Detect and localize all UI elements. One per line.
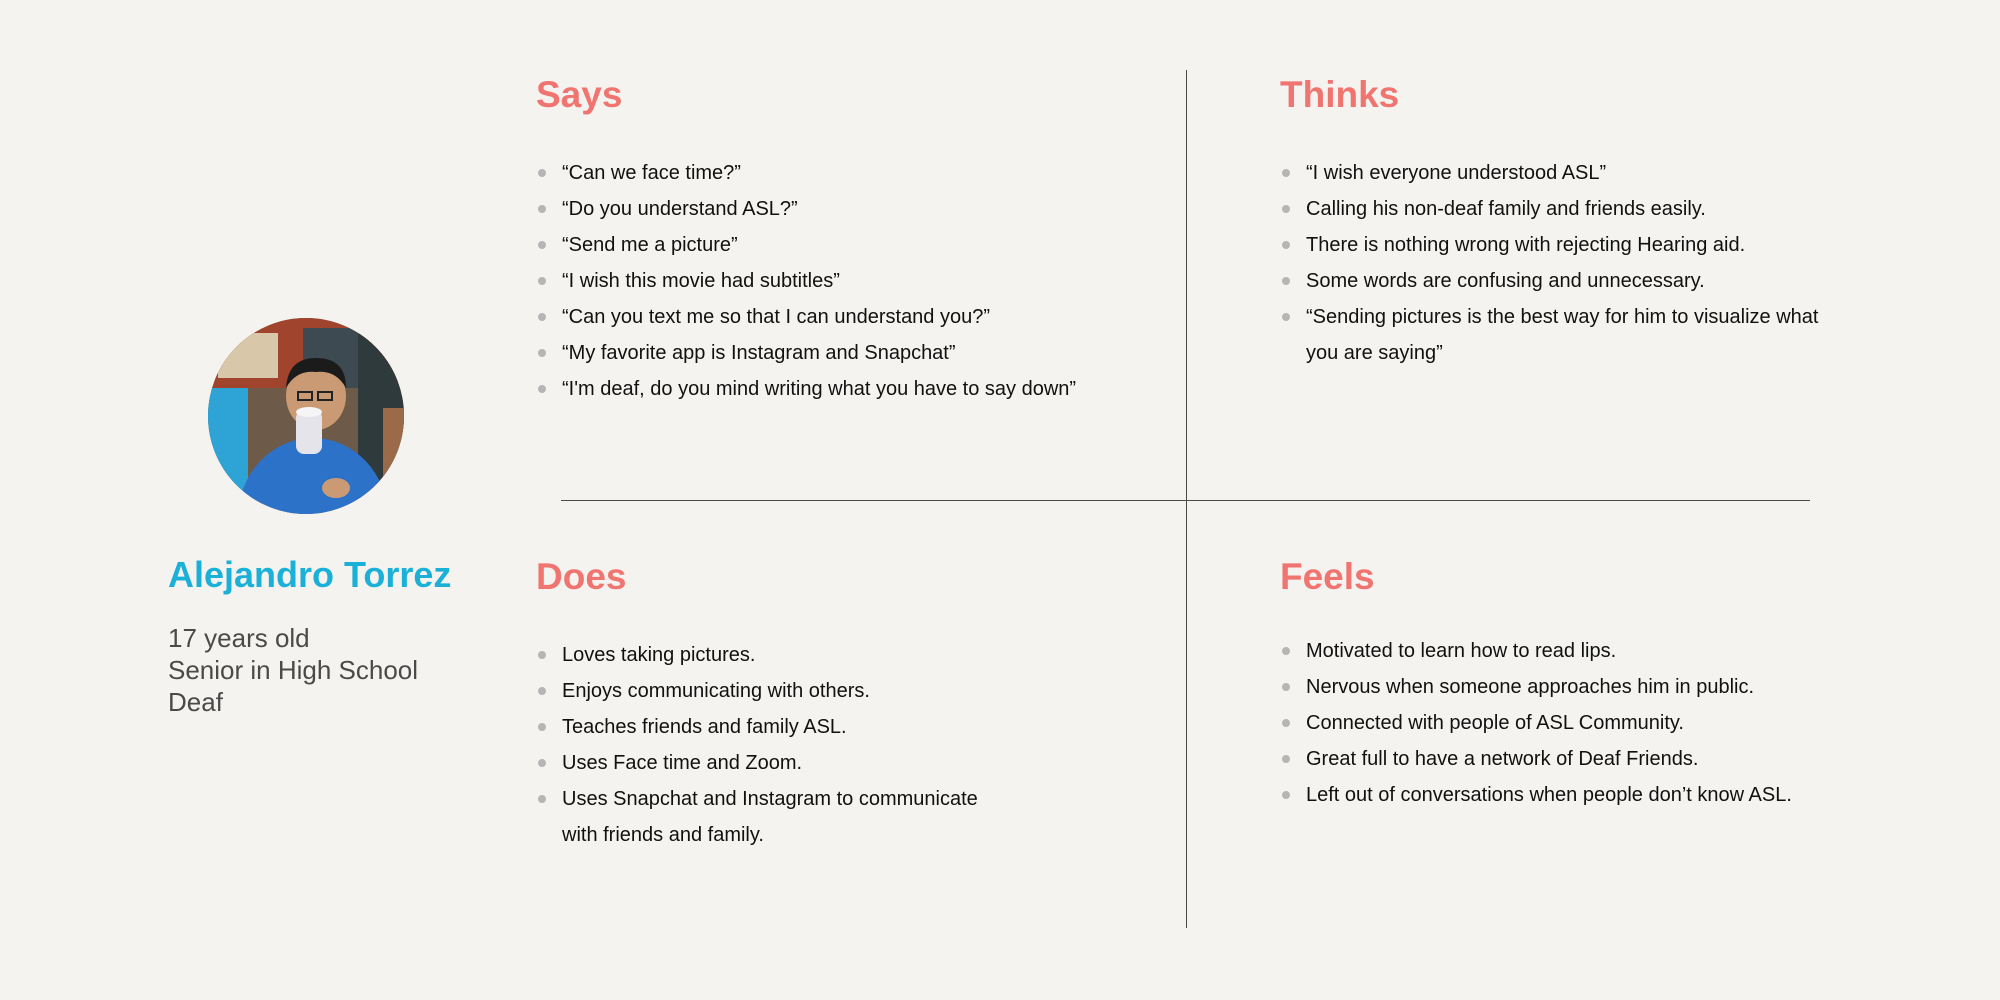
does-quadrant (536, 558, 1016, 853)
list-item-text: Uses Snapchat and Instagram to communicate with friends and family. (562, 788, 978, 846)
list-item (536, 371, 1136, 407)
says-list (536, 155, 1136, 407)
list-item-text: Loves taking pictures. (562, 644, 756, 666)
list-item (536, 637, 1016, 673)
list-item (1280, 669, 1840, 705)
list-item (536, 155, 1136, 191)
says-title: Says (536, 74, 623, 115)
list-item-text: Uses Face time and Zoom. (562, 752, 803, 774)
bullet-icon (538, 651, 546, 659)
thinks-list (1280, 155, 1840, 371)
bullet-icon (538, 169, 546, 177)
bullet-icon (1282, 313, 1290, 321)
list-item (1280, 705, 1840, 741)
bullet-icon (538, 205, 546, 213)
list-item-text: “I wish this movie had subtitles” (562, 270, 840, 292)
says-quadrant (536, 76, 1136, 407)
list-item-text: “I'm deaf, do you mind writing what you have to say down” (562, 378, 1077, 400)
feels-list (1280, 633, 1840, 813)
bullet-icon (1282, 277, 1290, 285)
bullet-icon (538, 349, 546, 357)
list-item (1280, 155, 1840, 191)
list-item-text: “Can you text me so that I can understand you?” (562, 306, 991, 328)
bullet-icon (538, 385, 546, 393)
list-item (536, 673, 1016, 709)
list-item (536, 191, 1136, 227)
bullet-icon (538, 241, 546, 249)
persona-age: 17 years old (168, 623, 310, 653)
persona-card (168, 318, 498, 718)
list-item-text: Nervous when someone approaches him in public. (1306, 676, 1755, 698)
list-item-text: There is nothing wrong with rejecting Hearing aid. (1306, 234, 1746, 256)
list-item-text: “Sending pictures is the best way for him to visualize what you are saying” (1306, 306, 1819, 364)
does-list (536, 637, 1016, 853)
list-item-text: Great full to have a network of Deaf Friends. (1306, 748, 1699, 770)
bullet-icon (538, 313, 546, 321)
list-item-text: Left out of conversations when people don’t know ASL. (1306, 784, 1792, 806)
persona-occupation: Senior in High School (168, 655, 419, 685)
feels-title: Feels (1280, 556, 1375, 597)
list-item-text: “Can we face time?” (562, 162, 741, 184)
bullet-icon (1282, 205, 1290, 213)
bullet-icon (538, 687, 546, 695)
list-item (536, 709, 1016, 745)
persona-photo (208, 318, 404, 514)
bullet-icon (538, 723, 546, 731)
list-item (536, 263, 1136, 299)
list-item (536, 227, 1136, 263)
bullet-icon (1282, 647, 1290, 655)
feels-quadrant (1280, 558, 1840, 813)
list-item (1280, 777, 1840, 813)
list-item (536, 745, 1016, 781)
list-item-text: “Send me a picture” (562, 234, 738, 256)
bullet-icon (538, 795, 546, 803)
does-title: Does (536, 556, 627, 597)
list-item-text: Teaches friends and family ASL. (562, 716, 847, 738)
list-item-text: Some words are confusing and unnecessary. (1306, 270, 1705, 292)
bullet-icon (538, 277, 546, 285)
bullet-icon (1282, 241, 1290, 249)
list-item (1280, 191, 1840, 227)
list-item-text: Connected with people of ASL Community. (1306, 712, 1684, 734)
list-item (1280, 299, 1840, 371)
list-item (536, 335, 1136, 371)
thinks-quadrant (1280, 76, 1840, 371)
list-item (536, 299, 1136, 335)
persona-name: Alejandro Torrez (168, 554, 452, 595)
bullet-icon (1282, 719, 1290, 727)
persona-photo-illustration (208, 318, 404, 514)
bullet-icon (1282, 755, 1290, 763)
bullet-icon (1282, 169, 1290, 177)
quadrant-divider-vertical (1186, 70, 1187, 928)
list-item (1280, 263, 1840, 299)
list-item (536, 781, 1016, 853)
list-item-text: “Do you understand ASL?” (562, 198, 798, 220)
list-item (1280, 633, 1840, 669)
bullet-icon (1282, 791, 1290, 799)
list-item-text: Motivated to learn how to read lips. (1306, 640, 1617, 662)
list-item-text: “My favorite app is Instagram and Snapchat” (562, 342, 956, 364)
quadrant-divider-horizontal (561, 500, 1810, 501)
bullet-icon (1282, 683, 1290, 691)
list-item (1280, 227, 1840, 263)
list-item (1280, 741, 1840, 777)
persona-details (168, 622, 498, 718)
persona-condition: Deaf (168, 687, 223, 717)
list-item-text: Calling his non-deaf family and friends easily. (1306, 198, 1706, 220)
list-item-text: “I wish everyone understood ASL” (1306, 162, 1607, 184)
bullet-icon (538, 759, 546, 767)
list-item-text: Enjoys communicating with others. (562, 680, 870, 702)
thinks-title: Thinks (1280, 74, 1400, 115)
